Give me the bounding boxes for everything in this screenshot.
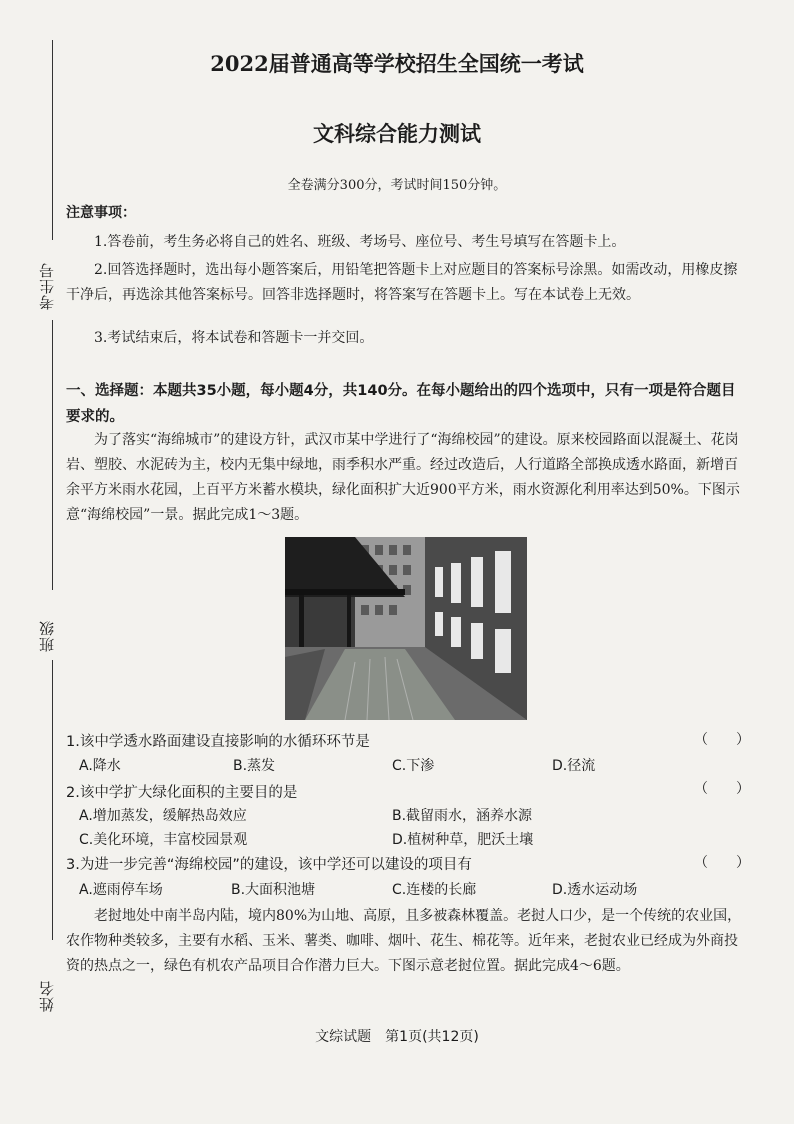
- page-footer: 文综试题 第1页(共12页): [315, 1029, 479, 1045]
- exam-title: 2022届普通高等学校招生全国统一考试: [210, 51, 584, 76]
- question-2-stem: 2.该中学扩大绿化面积的主要目的是: [66, 785, 298, 801]
- score-note: 全卷满分300分，考试时间150分钟。: [287, 178, 507, 193]
- question-1-option-c: C.下渗: [392, 758, 435, 774]
- class-label: 班级: [38, 620, 56, 652]
- campus-photo: [285, 537, 527, 720]
- name-label: 姓名: [38, 980, 56, 1012]
- notice-item-2: 2.回答选择题时，选出每小题答案后，用铅笔把答题卡上对应题目的答案标号涂黑。如需改动，用橡皮擦干净后，再选涂其他答案标号。回答非选择题时，将答案写在答题卡上。写在本试卷上无效。: [66, 262, 738, 303]
- exam-number-label: 考生号: [38, 262, 56, 310]
- question-2-option-d: D.植树种草，肥沃土壤: [392, 832, 534, 848]
- question-1-option-b: B.蒸发: [233, 758, 276, 774]
- question-3-answer-blank: （ ）: [694, 855, 750, 871]
- question-1-option-d: D.径流: [552, 758, 596, 774]
- question-3-option-a: A.遮雨停车场: [79, 882, 163, 898]
- binding-line-upper: [52, 320, 53, 590]
- question-2-option-b: B.截留雨水，涵养水源: [392, 808, 533, 824]
- notice-item-3: 3.考试结束后，将本试卷和答题卡一并交回。: [94, 330, 374, 346]
- notice-item-1: 1.答卷前，考生务必将自己的姓名、班级、考场号、座位号、考生号填写在答题卡上。: [94, 234, 626, 250]
- paper-subtitle: 文科综合能力测试: [313, 122, 481, 146]
- question-1-option-a: A.降水: [79, 758, 121, 774]
- passage-laos: 老挝地处中南半岛内陆，境内80%为山地、高原，且多被森林覆盖。老挝人口少，是一个传统的农业国，农作物种类较多，主要有水稻、玉米、薯类、咖啡、烟叶、花生、棉花等。近年来，老挝农业已经成为外商投资的热点之一，绿色有机农产品项目合作潜力巨大。下图示意老挝位置。据此完成4～6题。: [66, 908, 742, 974]
- question-3-option-d: D.透水运动场: [552, 882, 638, 898]
- notice-heading: 注意事项：: [66, 205, 136, 221]
- question-3-option-b: B.大面积池塘: [231, 882, 316, 898]
- question-2-option-c: C.美化环境，丰富校园景观: [79, 832, 248, 848]
- question-1-stem: 1.该中学透水路面建设直接影响的水循环环节是: [66, 734, 370, 750]
- question-1-answer-blank: （ ）: [694, 732, 750, 748]
- binding-line-lower: [52, 660, 53, 940]
- question-2-option-a: A.增加蒸发，缓解热岛效应: [79, 808, 247, 824]
- question-2-answer-blank: （ ）: [694, 781, 750, 797]
- question-3-option-c: C.连楼的长廊: [392, 882, 477, 898]
- question-3-stem: 3.为进一步完善“海绵校园”的建设，该中学还可以建设的项目有: [66, 857, 472, 873]
- section-heading: 一、选择题：本题共35小题，每小题4分，共140分。在每小题给出的四个选项中，只有一项是符合题目要求的。: [66, 383, 736, 425]
- passage-sponge-campus: 为了落实“海绵城市”的建设方针，武汉市某中学进行了“海绵校园”的建设。原来校园路面以混凝土、花岗岩、塑胶、水泥砖为主，校内无集中绿地，雨季积水严重。经过改造后，人行道路全部换成透水路面，新增百余平方米雨水花园，上百平方米蓄水模块，绿化面积扩大近900平方米，雨水资源化利用率达到50%。下图示意“海绵校园”一景。据此完成1～3题。: [66, 432, 740, 523]
